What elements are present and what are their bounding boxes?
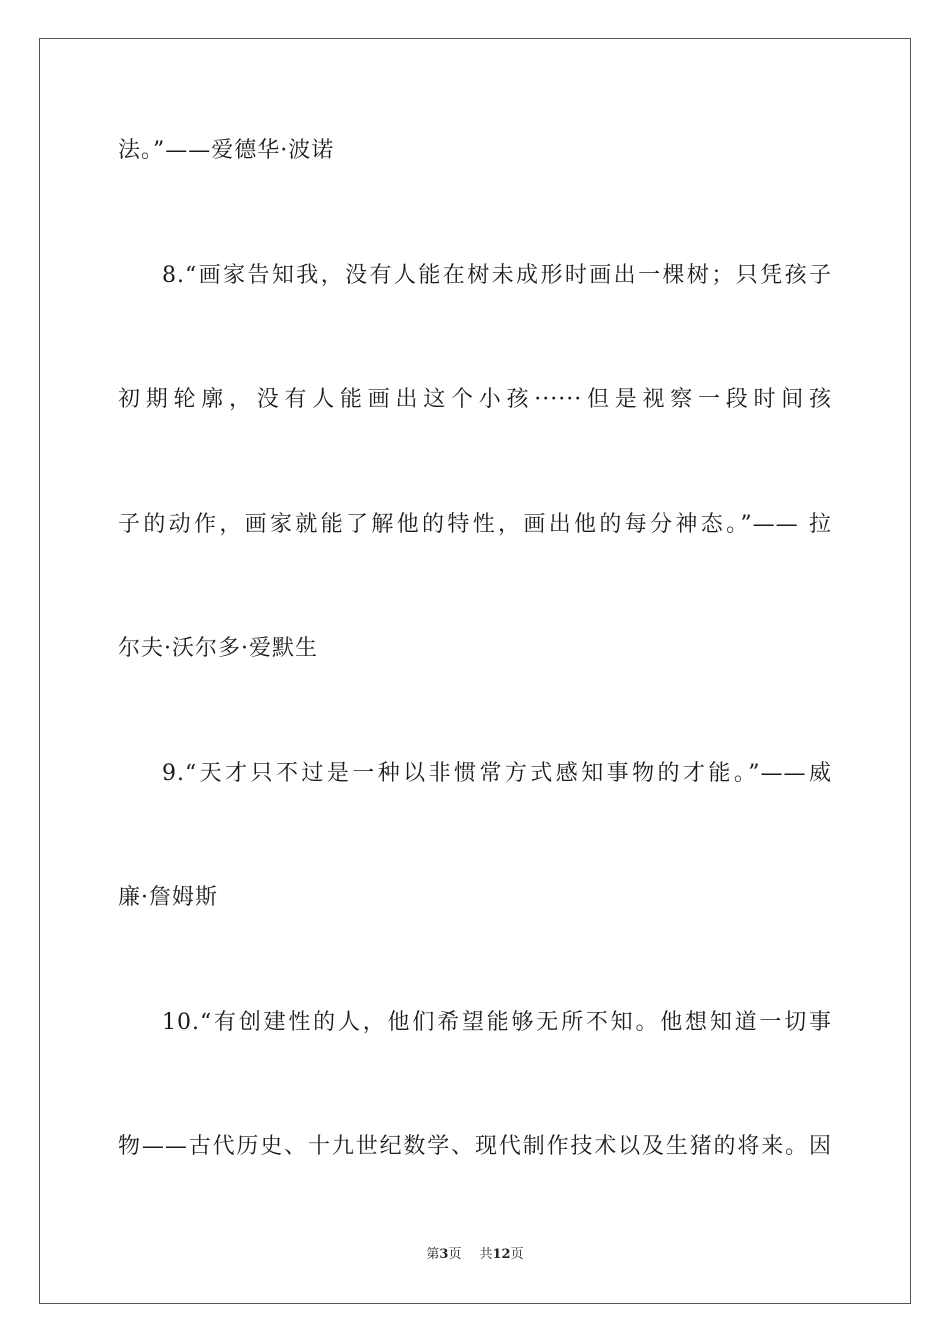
text-line-2: 8.“画家告知我，没有人能在树未成形时画出一棵树；只凭孩子	[162, 263, 832, 288]
page-label-prefix: 第	[426, 1247, 440, 1262]
text-line-5: 尔夫·沃尔多·爱默生	[118, 636, 318, 661]
page-footer	[0, 1246, 950, 1264]
text-line-6: 9.“天才只不过是一种以非惯常方式感知事物的才能。”——威	[162, 761, 832, 786]
page-border	[39, 38, 911, 1304]
page-label-suffix: 页	[448, 1247, 462, 1262]
total-label-prefix: 共	[479, 1247, 493, 1262]
total-pages: 12	[492, 1247, 511, 1262]
text-line-4: 子的动作，画家就能了解他的特性，画出他的每分神态。”—— 拉	[118, 512, 832, 537]
text-line-3: 初期轮廓，没有人能画出这个小孩······但是视察一段时间孩	[118, 387, 832, 412]
text-line-7: 廉·詹姆斯	[118, 885, 218, 910]
text-line-8: 10.“有创建性的人，他们希望能够无所不知。他想知道一切事	[162, 1010, 832, 1035]
page-number: 3	[439, 1247, 449, 1262]
text-line-9: 物——古代历史、十九世纪数学、现代制作技术以及生猪的将来。因	[118, 1134, 832, 1159]
text-line-1: 法。”——爱德华·波诺	[118, 138, 335, 163]
total-label-suffix: 页	[510, 1247, 524, 1262]
